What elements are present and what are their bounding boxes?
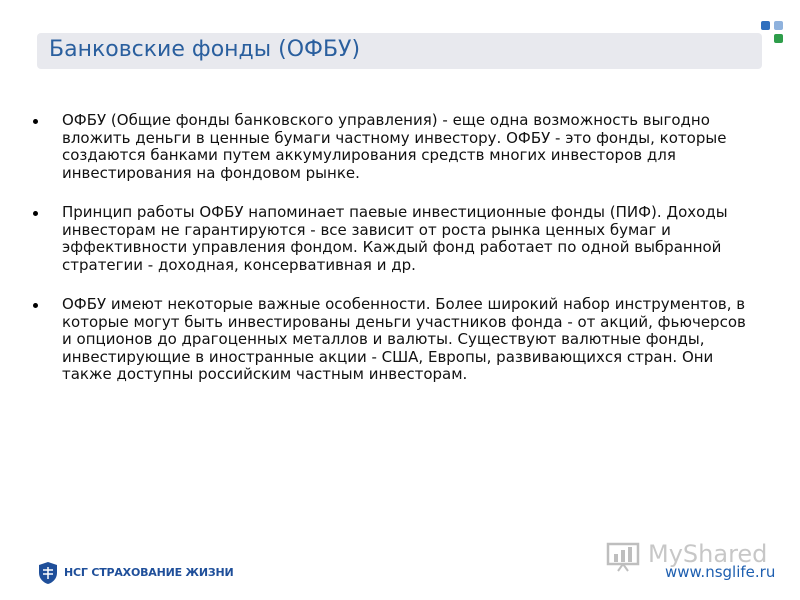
bullet-dot-icon <box>33 303 38 308</box>
shield-icon <box>38 561 58 585</box>
bullet-item <box>32 112 752 182</box>
presentation-board-icon <box>606 540 642 572</box>
website-link[interactable]: www.nsglife.ru <box>665 563 776 581</box>
slide-title: Банковские фонды (ОФБУ) <box>49 37 361 62</box>
logo-text: НСГ СТРАХОВАНИЕ ЖИЗНИ <box>64 566 234 579</box>
watermark-text: MyShared <box>648 540 768 568</box>
corner-squares-logo <box>758 18 790 50</box>
bullet-text: Принцип работы ОФБУ напоминает паевые инвестиционные фонды (ПИФ). Доходы инвесторам не гарантируются - все зависит от роста рынка ценных бумаг и эффективности управления фондом. Каждый фонд работает по одной выбранной стратегии - доходная, консервативная и др. <box>62 203 728 274</box>
company-logo <box>38 561 238 587</box>
bullet-dot-icon <box>33 211 38 216</box>
bullet-dot-icon <box>33 119 38 124</box>
title-bar <box>37 33 762 69</box>
bullet-item <box>32 204 752 274</box>
bullet-item <box>32 296 752 384</box>
bullet-text: ОФБУ (Общие фонды банковского управления) - еще одна возможность выгодно вложить деньги в ценные бумаги частному инвестору. ОФБУ - это фонды, которые создаются банками путем аккумулирования средств многих инвесторов для инвестирования на фондовом рынке. <box>62 111 727 182</box>
bullet-text: ОФБУ имеют некоторые важные особенности. Более широкий набор инструментов, в которые могут быть инвестированы деньги участников фонда - от акций, фьючерсов и опционов до драгоценных металлов и валюты. Существуют валютные фонды, инвестирующие в иностранные акции - США, Европы, развивающихся стран. Они также доступны российским частным инвесторам. <box>62 295 746 383</box>
bullet-list <box>32 112 752 406</box>
square-blue <box>761 21 770 30</box>
square-light-blue <box>774 21 783 30</box>
square-green <box>774 34 783 43</box>
